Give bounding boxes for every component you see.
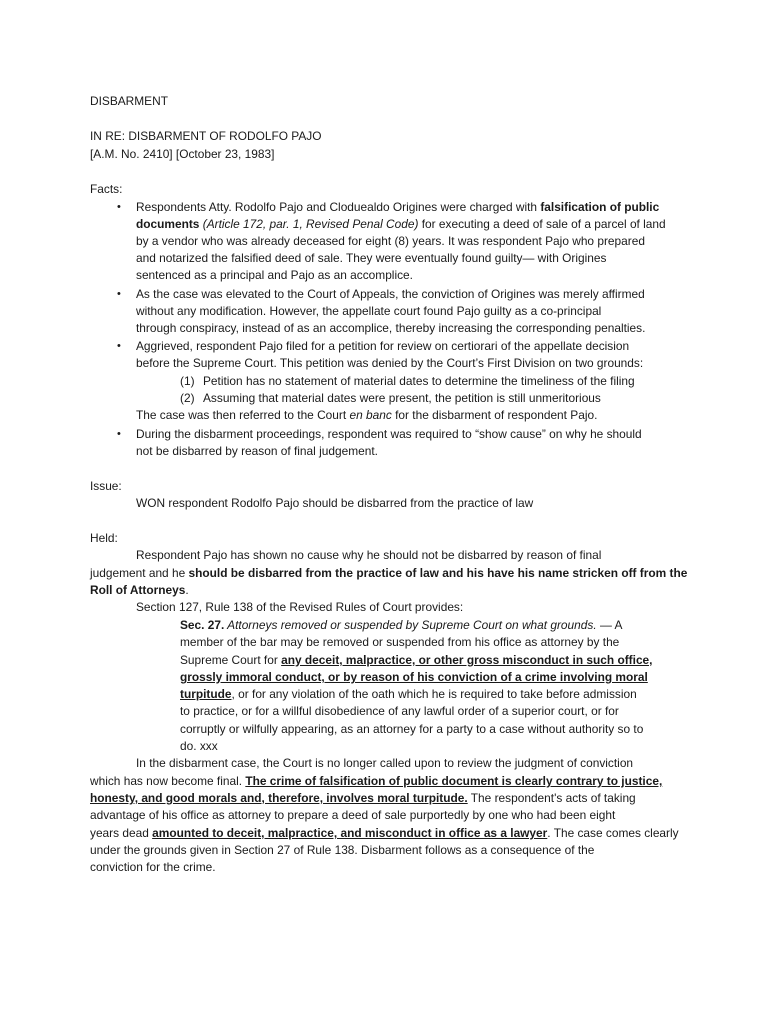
bold-underlined-text: The crime of falsification of public document is clearly contrary to justice,: [245, 774, 663, 788]
text-run: Respondents Atty. Rodolfo Pajo and Cloduealdo Origines were charged with: [136, 200, 541, 214]
fact-1-line-2: [136, 216, 666, 233]
text-run: .: [185, 583, 189, 597]
fact-1-line-3: by a vendor who was already deceased for eight (8) years. It was respondent Pajo who prepared: [136, 234, 645, 248]
bold-text: should be disbarred from the practice of law and his have his name stricken off from the: [188, 566, 688, 580]
fact-1-line-5: sentenced as a principal and Pajo as an accomplice.: [136, 268, 413, 282]
bold-text: documents: [136, 217, 200, 231]
text-run: , or for any violation of the oath which he is required to take before admission: [231, 687, 637, 701]
italic-text: en banc: [349, 408, 392, 422]
text-run: for executing a deed of sale of a parcel of land: [418, 217, 666, 231]
bold-underlined-text: any deceit, malpractice, or other gross misconduct in such office,: [281, 653, 653, 667]
text-run: The respondent's acts of taking: [467, 791, 636, 805]
italic-citation: (Article 172, par. 1, Revised Penal Code): [199, 217, 419, 231]
held-p1-line-2: [90, 565, 687, 582]
quote-line-8: do. xxx: [180, 739, 218, 753]
bold-underlined-text: turpitude: [180, 687, 232, 701]
bullet-marker: •: [117, 288, 121, 300]
ruling-line-7: conviction for the crime.: [90, 860, 216, 874]
fact-2-line-3: through conspiracy, instead of as an accomplice, thereby increasing the corresponding penalties.: [136, 321, 646, 335]
fact-2-line-1: As the case was elevated to the Court of Appeals, the conviction of Origines was merely affirmed: [136, 287, 645, 301]
held-label: Held:: [90, 531, 118, 545]
quote-line-3: [180, 652, 652, 669]
issue-text: WON respondent Rodolfo Pajo should be disbarred from the practice of law: [136, 496, 534, 510]
ruling-line-2: [90, 773, 662, 790]
bold-text: Roll of Attorneys: [90, 583, 186, 597]
text-run: years dead: [90, 826, 153, 840]
fact-4-line-1: During the disbarment proceedings, respondent was required to “show cause” on why he should: [136, 427, 642, 441]
held-p2: Section 127, Rule 138 of the Revised Rules of Court provides:: [136, 600, 464, 614]
text-run: judgement and he: [90, 566, 189, 580]
bold-underlined-text: amounted to deceit, malpractice, and misconduct in office as a lawyer: [152, 826, 548, 840]
section-title: Attorneys removed or suspended by Supreme Court on what grounds.: [224, 618, 597, 632]
quote-line-4: [180, 669, 648, 686]
quote-line-6: to practice, or for a willful disobedience of any lawful order of a superior court, or for: [180, 704, 619, 718]
facts-label: Facts:: [90, 182, 123, 196]
section-number: Sec. 27.: [180, 618, 225, 632]
fact-1-line-4: and notarized the falsified deed of sale. They were eventually found guilty— with Origines: [136, 251, 607, 265]
text-run: — A: [596, 618, 623, 632]
fact-3-line-5: [136, 407, 597, 424]
ruling-line-3: [90, 790, 636, 807]
text-run: which has now become final.: [90, 774, 246, 788]
ruling-line-1: In the disbarment case, the Court is no longer called upon to review the judgment of conviction: [136, 756, 634, 770]
bullet-marker: •: [117, 201, 121, 213]
fact-3-line-1: Aggrieved, respondent Pajo filed for a petition for review on certiorari of the appellate decision: [136, 339, 630, 353]
ground-1-number: (1): [180, 374, 195, 388]
ground-2-number: (2): [180, 391, 195, 405]
ground-2-text: Assuming that material dates were present, the petition is still unmeritorious: [203, 391, 601, 405]
bold-underlined-text: grossly immoral conduct, or by reason of his conviction of a crime involving moral: [180, 670, 648, 684]
fact-3-line-2: before the Supreme Court. This petition was denied by the Court’s First Division on two grounds:: [136, 356, 644, 370]
bullet-marker: •: [117, 428, 121, 440]
ground-1-text: Petition has no statement of material dates to determine the timeliness of the filing: [203, 374, 635, 388]
case-reference: [A.M. No. 2410] [October 23, 1983]: [90, 147, 275, 161]
document-heading: DISBARMENT: [90, 94, 168, 108]
held-p1-line-1: Respondent Pajo has shown no cause why he should not be disbarred by reason of final: [136, 548, 602, 562]
ruling-line-4: advantage of his office as attorney to prepare a deed of sale purportedly by one who had been eight: [90, 808, 616, 822]
quote-line-5: [180, 686, 637, 703]
text-run: The case was then referred to the Court: [136, 408, 350, 422]
text-run: for the disbarment of respondent Pajo.: [391, 408, 598, 422]
held-p1-line-3: [90, 582, 189, 599]
text-run: . The case comes clearly: [547, 826, 679, 840]
issue-label: Issue:: [90, 479, 122, 493]
fact-1-line-1: [136, 199, 659, 216]
ruling-line-5: [90, 825, 679, 842]
bullet-marker: •: [117, 340, 121, 352]
quote-line-1: [180, 617, 622, 634]
fact-4-line-2: not be disbarred by reason of final judgement.: [136, 444, 378, 458]
bold-underlined-text: honesty, and good morals and, therefore, involves moral turpitude.: [90, 791, 468, 805]
ruling-line-6: under the grounds given in Section 27 of Rule 138. Disbarment follows as a consequence of the: [90, 843, 595, 857]
case-title: IN RE: DISBARMENT OF RODOLFO PAJO: [90, 129, 322, 143]
fact-2-line-2: without any modification. However, the appellate court found Pajo guilty as a co-principal: [136, 304, 602, 318]
text-run: Supreme Court for: [180, 653, 282, 667]
quote-line-7: corruptly or wilfully appearing, as an attorney for a party to a case without authority so to: [180, 722, 644, 736]
bold-text: falsification of public: [540, 200, 660, 214]
quote-line-2: member of the bar may be removed or suspended from his office as attorney by the: [180, 635, 620, 649]
